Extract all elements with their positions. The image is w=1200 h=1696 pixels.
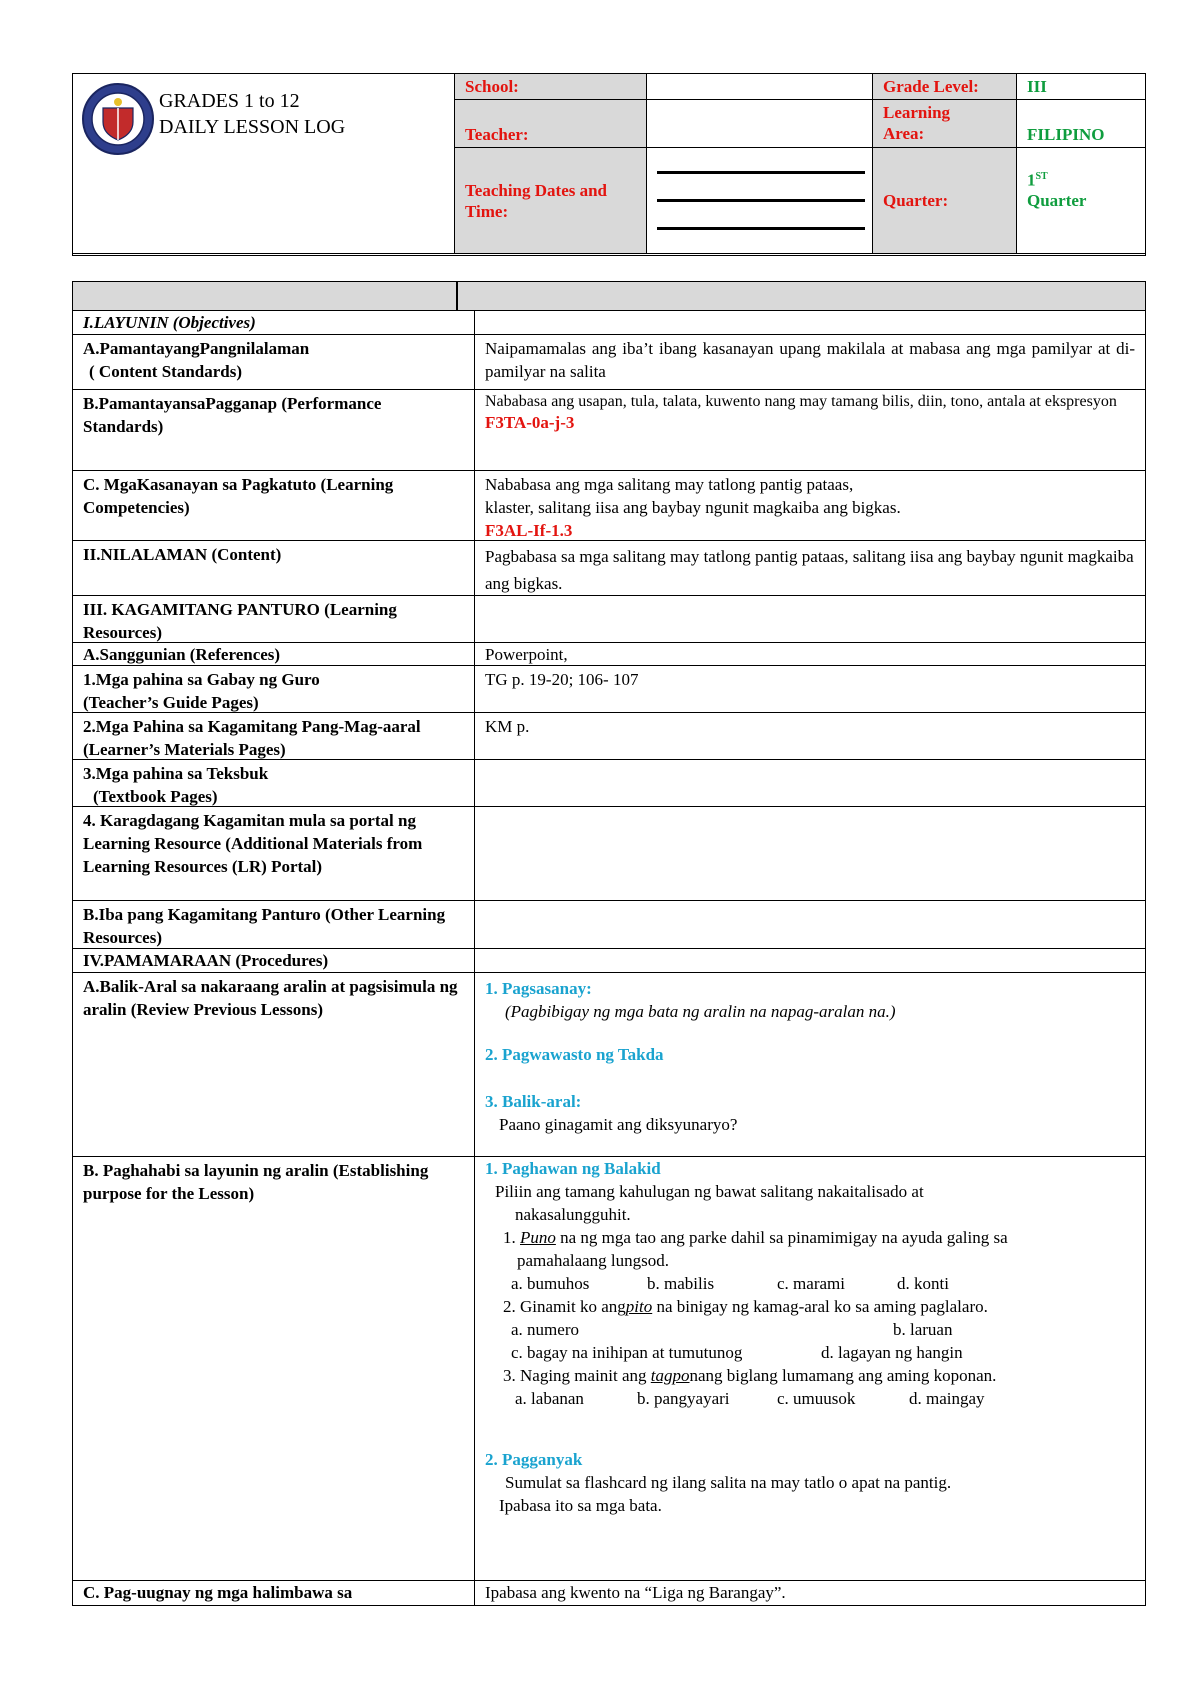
question-3-choices: a. labanan b. pangyayari c. umuusok d. maingay [515, 1389, 985, 1408]
examples-value: Ipabasa ang kwento na “Liga ng Barangay”. [485, 1583, 786, 1602]
table-row [72, 596, 1146, 643]
competencies-line-2: klaster, salitang iisa ang baybay ngunit magkaiba ang bigkas. [485, 498, 901, 517]
question-1: 1. Puno na ng mga tao ang parke dahil sa pinamimigay na ayuda galing sa [503, 1228, 1008, 1247]
review-label: A.Balik-Aral sa nakaraang aralin at pagsisimula ng aralin (Review Previous Lessons) [73, 973, 475, 1156]
deped-seal-icon [81, 82, 155, 156]
quarter-word: Quarter [1027, 191, 1087, 210]
table-row [72, 807, 1146, 901]
textbook-label-2: (Textbook Pages) [93, 787, 218, 806]
header-table [72, 73, 1146, 256]
content-value: Pagbabasa sa mga salitang may tatlong pantig pataas, salitang iisa ang baybay ngunit magkaiba ang bigkas. [485, 547, 1134, 593]
table-row [72, 1157, 1146, 1581]
area-label: Learning Area: [883, 103, 951, 143]
performance-standards-code: F3TA-0a-j-3 [485, 413, 575, 432]
table-row [72, 311, 1146, 335]
content-standards-value: Naipamamalas ang iba’t ibang kasanayan upang makilala at mabasa ang mga pamilyar at di-pamilyar na salita [485, 339, 1135, 381]
date-line-1 [657, 171, 865, 174]
procedures-heading: IV.PAMAMARAAN (Procedures) [73, 949, 475, 972]
grade-value: III [1027, 77, 1047, 96]
title-line-2: DAILY LESSON LOG [159, 116, 346, 138]
teachers-guide-label-2: (Teacher’s Guide Pages) [83, 693, 259, 712]
lr-portal-label: 4. Karagdagang Kagamitan mula sa portal ng Learning Resource (Additional Materials from Learning Resources (LR) Portal) [73, 807, 475, 900]
quarter-label: Quarter: [883, 191, 949, 210]
question-3: 3. Naging mainit ang tagponang biglang lumamang ang aming koponan. [503, 1366, 997, 1385]
question-2-word: pito [625, 1297, 653, 1316]
school-label-cell [455, 74, 647, 100]
teachers-guide-label-1: 1.Mga pahina sa Gabay ng Guro [83, 670, 320, 689]
grade-value-cell [1017, 74, 1145, 100]
teacher-value-cell[interactable] [647, 100, 873, 148]
table-row [72, 471, 1146, 541]
review-heading-2: 2. Pagwawasto ng Takda [485, 1045, 664, 1064]
purpose-text-2b: Ipabasa ito sa mga bata. [499, 1496, 662, 1515]
competencies-label: C. MgaKasanayan sa Pagkatuto (Learning Competencies) [73, 471, 475, 540]
references-value: Powerpoint, [485, 645, 568, 664]
learners-materials-value: KM p. [485, 717, 530, 736]
grade-label: Grade Level: [883, 77, 979, 96]
school-value-cell[interactable] [647, 74, 873, 100]
purpose-instruction-2: nakasalungguhit. [515, 1205, 631, 1224]
competencies-code: F3AL-If-1.3 [485, 521, 573, 540]
content-label: II.NILALAMAN (Content) [73, 541, 475, 595]
review-heading-1: 1. Pagsasanay: [485, 979, 592, 998]
dates-label-cell [455, 148, 647, 254]
date-line-3 [657, 227, 865, 230]
table-row [72, 390, 1146, 471]
resources-label: III. KAGAMITANG PANTURO (Learning Resources) [73, 596, 475, 642]
review-text-3: Paano ginagamit ang diksyunaryo? [499, 1115, 738, 1134]
table-row [72, 949, 1146, 973]
table-row [72, 541, 1146, 596]
competencies-line-1: Nababasa ang mga salitang may tatlong pantig pataas, [485, 475, 854, 494]
table-row [72, 713, 1146, 760]
examples-label: C. Pag-uugnay ng mga halimbawa sa [73, 1581, 475, 1605]
quarter-value-cell [1017, 148, 1145, 254]
dates-value-cell[interactable] [647, 148, 873, 254]
table-row [72, 643, 1146, 666]
quarter-label-cell [873, 148, 1017, 254]
textbook-label-1: 3.Mga pahina sa Teksbuk [83, 764, 269, 783]
question-2-choices-cd: c. bagay na inihipan at tumutunog d. lagayan ng hangin [511, 1343, 963, 1362]
question-1-word: Puno [520, 1228, 556, 1247]
column-header-bar [72, 281, 1146, 311]
date-line-2 [657, 199, 865, 202]
performance-standards-value: Nababasa ang usapan, tula, talata, kuwento nang may tamang bilis, diin, tono, antala at ekspresyon [485, 393, 1117, 410]
area-value-cell [1017, 100, 1145, 148]
purpose-text-2a: Sumulat sa flashcard ng ilang salita na may tatlo o apat na pantig. [505, 1473, 952, 1492]
other-resources-label: B.Iba pang Kagamitang Panturo (Other Learning Resources) [73, 901, 475, 948]
area-value: FILIPINO [1027, 125, 1105, 144]
table-row [72, 760, 1146, 807]
teacher-label: Teacher: [465, 125, 529, 144]
purpose-instruction-1: Piliin ang tamang kahulugan ng bawat salitang nakaitalisado at [495, 1182, 924, 1201]
review-heading-3: 3. Balik-aral: [485, 1092, 582, 1111]
table-row [72, 666, 1146, 713]
title-line-1: GRADES 1 to 12 [159, 90, 300, 112]
question-1-choices: a. bumuhos b. mabilis c. marami d. konti [511, 1274, 949, 1293]
question-2-choices-ab: a. numero b. laruan [511, 1320, 953, 1339]
performance-standards-label: B.PamantayansaPagganap (Performance Standards) [73, 390, 475, 470]
purpose-heading-2: 2. Pagganyak [485, 1450, 583, 1469]
objectives-heading: I.LAYUNIN (Objectives) [73, 311, 475, 334]
references-label: A.Sanggunian (References) [73, 643, 475, 665]
quarter-number: 1 [1027, 170, 1036, 190]
header-title-cell [73, 74, 455, 254]
grade-label-cell [873, 74, 1017, 100]
purpose-heading-1: 1. Paghawan ng Balakid [485, 1159, 661, 1178]
teacher-label-cell [455, 100, 647, 148]
question-2: 2. Ginamit ko angpito na binigay ng kamag-aral ko sa aming paglalaro. [503, 1297, 988, 1316]
teachers-guide-value: TG p. 19-20; 106- 107 [485, 670, 639, 689]
quarter-superscript: ST [1035, 171, 1048, 182]
question-1-cont: pamahalaang lungsod. [517, 1251, 670, 1270]
table-row [72, 1581, 1146, 1606]
content-standards-label-2: ( Content Standards) [89, 362, 243, 381]
dates-label: Teaching Dates and Time: [465, 181, 608, 221]
table-row [72, 901, 1146, 949]
purpose-label: B. Paghahabi sa layunin ng aralin (Establishing purpose for the Lesson) [73, 1157, 475, 1580]
question-3-word: tagpo [650, 1366, 690, 1385]
school-label: School: [465, 77, 519, 96]
table-row [72, 973, 1146, 1157]
content-standards-label-1: A.PamantayangPangnilalaman [83, 339, 310, 358]
review-text-1: (Pagbibigay ng mga bata ng aralin na napag-aralan na.) [505, 1002, 896, 1021]
area-label-cell [873, 100, 1017, 148]
learners-materials-label: 2.Mga Pahina sa Kagamitang Pang-Mag-aaral (Learner’s Materials Pages) [73, 713, 475, 759]
table-row [72, 335, 1146, 390]
